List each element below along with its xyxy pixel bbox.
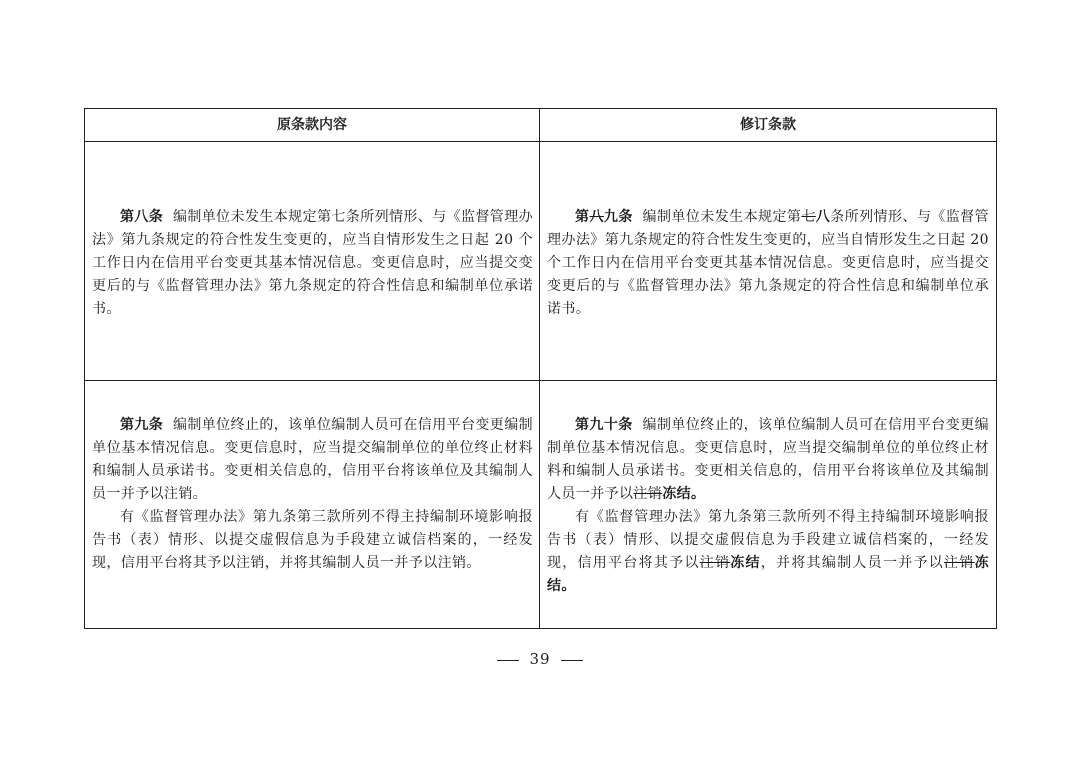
inserted-text: 冻结 [662,486,692,502]
article-paragraph: 有《监督管理办法》第九条第三款所列不得主持编制环境影响报告书（表）情形、以提交虚假信息为手段建立诚信档案的，一经发现，信用平台将其予以注销，并将其编制人员一并予以注销。 [92,509,533,571]
article-text: 编制单位未发生本规定第七条所列情形、与《监督管理办法》第九条规定的符合性发生变更的，应当自情形发生之日起 20 个工作日内在信用平台变更其基本情况信息。变更信息时，应当提交变更后的与《监督管理办法》第九条规定的符合性信息和编制单位承诺书。 [92,209,534,317]
article-text: 编制单位终止的，该单位编制人员可在信用平台变更编制单位基本情况信息。变更信息时，应当提交编制单位的单位终止材料和编制人员承诺书。变更相关信息的，信用平台将该单位及其编制人员一并予以注销。 [92,417,534,502]
revised-article-9: 第八九条 编制单位未发生本规定第七八条所列情形、与《监督管理办法》第九条规定的符合性发生变更的，应当自情形发生之日起 20 个工作日内在信用平台变更其基本情况信息。变更信息时，应当提交变更后的与《监督管理办法》第九条规定的符合性信息和编制单位承诺书。 [547,209,989,317]
inserted-text: 冻结 [730,555,761,571]
revised-article-10: 第九十条 编制单位终止的，该单位编制人员可在信用平台变更编制单位基本情况信息。变更信息时，应当提交编制单位的单位终止材料和编制人员承诺书。变更相关信息的，信用平台将该单位及其编制人员一并予以注销冻结。 有《监督管理办法》第九条第三款所列不得主持编制环境影响报告书（表）情形、以提交虚假信息为手段建立诚信档案的，一经发现，信用平台将其予以注销冻结，并将其编制人员一并予以注销冻结。 [547,417,989,594]
comparison-table [84,108,997,629]
column-divider [539,109,540,628]
article-number: 第九条 [120,417,164,433]
dash-left [497,660,519,661]
article-number: 第九十条 [575,417,633,433]
article-number: 第八九条 [575,209,633,225]
header-revised-clause: 修订条款 [740,117,796,133]
row-divider [85,380,996,381]
page-footer [0,650,1080,668]
article-number: 第八条 [120,209,164,225]
dash-right [561,660,583,661]
page-number: 39 [529,650,551,668]
original-article-8 [92,206,533,321]
header-original-clause: 原条款内容 [277,117,347,133]
deleted-text: 注销 [633,486,663,502]
deleted-text: 注销 [944,555,975,571]
inserted-text: 冻结 [547,555,989,594]
header-divider [85,141,996,142]
deleted-text: 七 [801,209,816,225]
inserted-text: 九 [603,209,619,225]
original-article-9 [92,414,533,575]
deleted-text: 注销 [699,555,731,571]
deleted-text: 八 [589,209,604,225]
inserted-text: 八 [815,209,831,225]
